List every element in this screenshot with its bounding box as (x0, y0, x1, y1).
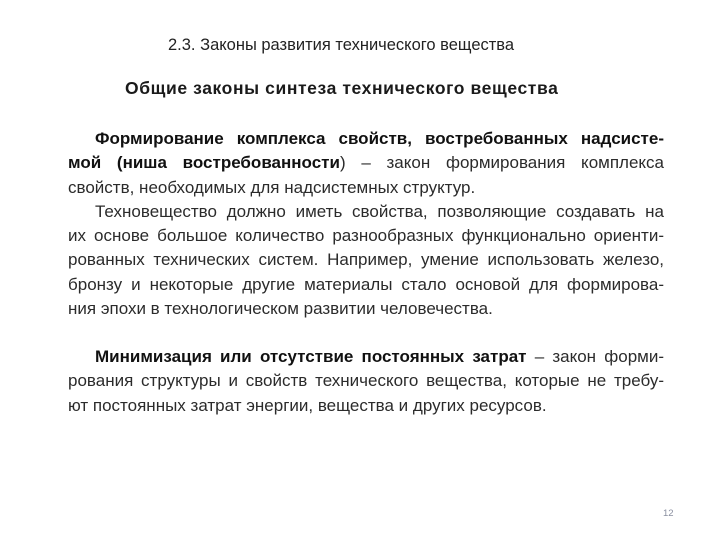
text-line: ют постоянных затрат энергии, вещества и других ресурсов. (68, 395, 547, 415)
text-line: рованных технических систем. Например, умение использовать железо, (68, 250, 664, 270)
slide-title: Общие законы синтеза технического вещества (125, 78, 559, 98)
text-line: ния эпохи в технологическом развитии человечества. (68, 299, 493, 319)
text-line: рования структуры и свойств технического вещества, которые не требу- (68, 371, 664, 391)
text-line: Техновещество должно иметь свойства, позволяющие создавать на (95, 201, 664, 221)
law-name: мой (ниша востребованности (68, 153, 340, 173)
section-heading: 2.3. Законы развития технического вещества (168, 36, 515, 54)
law-name: Формирование комплекса свойств, востребованных надсисте- (95, 129, 664, 148)
text-line: их основе большое количество разнообразных функционально ориенти- (68, 226, 664, 246)
page-number: 12 (663, 508, 674, 519)
law-name: Минимизация или отсутствие постоянных затрат (95, 347, 527, 366)
paragraph-minimization-law (68, 345, 664, 418)
text-line: мой (ниша востребованности) – закон формирования комплекса (68, 153, 664, 173)
text-line: Минимизация или отсутствие постоянных затрат – закон форми- (95, 347, 664, 366)
text-line: бронзу и некоторые другие материалы стало основой для формирова- (68, 274, 664, 294)
paragraph-niche-law (68, 127, 664, 321)
text-line (68, 127, 664, 151)
text-line: свойств, необходимых для надсистемных структур. (68, 177, 476, 197)
